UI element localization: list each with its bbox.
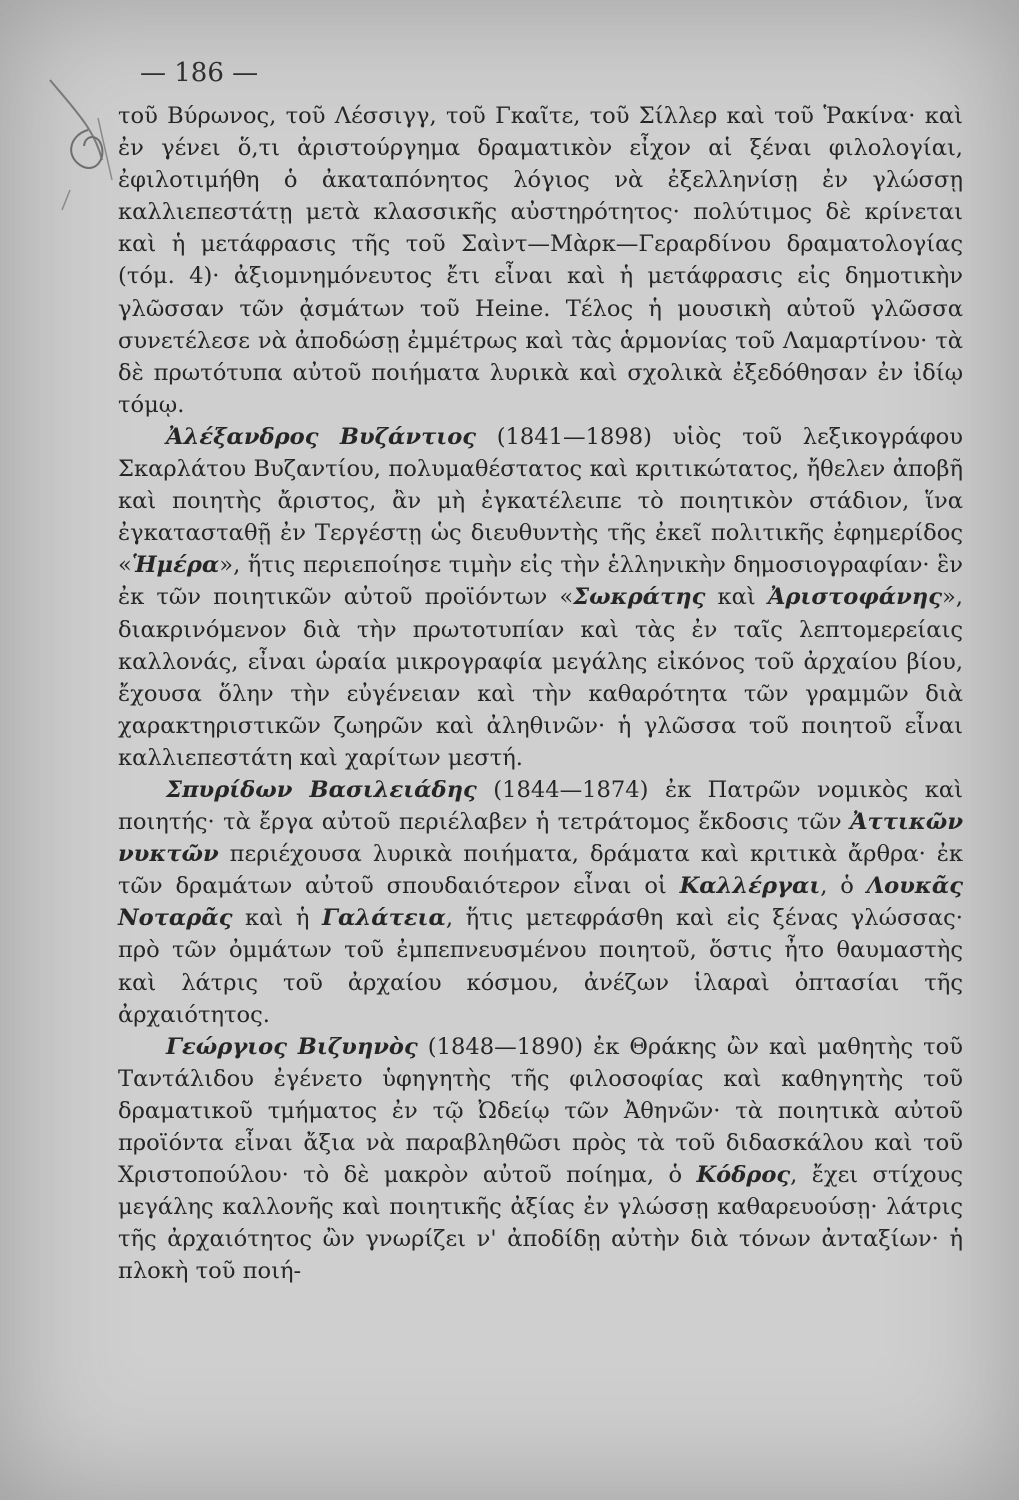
text-run: , ὁ <box>820 873 867 900</box>
emphasized-name: Λουκᾶς Νοταρᾶς <box>118 873 963 932</box>
text-run: περιέχουσα λυρικὰ ποιήματα, δράματα καὶ κριτικὰ ἄρθρα· ἐκ τῶν δραμάτων αὐτοῦ σπουδαιότερον εἶναι οἱ <box>118 841 963 900</box>
text-run: , ἥτις μετεφράσθη καὶ εἰς ξένας γλώσσας· πρὸ τῶν ὀμμάτων τοῦ ἐμπεπνευσμένου ποιητοῦ, ὅστις ἦτο θαυμαστὴς καὶ λάτρις τοῦ ἀρχαίου κόσμου, ἀνέζων ἱλαραὶ ὀπτασίαι τῆς ἀρχαιότητος. <box>118 905 963 1028</box>
paragraph <box>118 774 963 1031</box>
emphasized-name: Σωκράτης <box>573 584 706 611</box>
text-run: (1844—1874) ἐκ Πατρῶν νομικὸς καὶ ποιητής· τὰ ἔργα αὐτοῦ περιέλαβεν ἡ τετράτομος ἔκδοσις τῶν <box>118 776 964 836</box>
emphasized-name: Γεώργιος Βιζυηνὸς <box>166 1033 418 1060</box>
text-run: καὶ ἡ <box>232 905 322 932</box>
page-number: — 186 — <box>140 58 259 88</box>
emphasized-name: Ἀλέξανδρος Βυζάντιος <box>166 423 477 450</box>
text-run: καὶ <box>705 584 768 611</box>
emphasized-name: Ἡμέρα <box>131 552 220 579</box>
paragraph <box>118 100 963 421</box>
emphasized-name: Ἀριστοφάνης <box>767 584 942 611</box>
paragraph <box>118 1031 963 1288</box>
text-run: , ἔχει στίχους μεγάλης καλλονῆς καὶ ποιητικῆς ἀξίας ἐν γλώσσῃ καθαρευούσῃ· λάτρις τῆς ἀρχαιότητος ὢν γνωρίζει ν' ἀποδίδῃ αὐτὴν διὰ τόνων ἀνταξίων· ἡ πλοκὴ τοῦ ποιή- <box>118 1162 964 1285</box>
emphasized-name: Σπυρίδων Βασιλειάδης <box>166 776 477 803</box>
emphasized-name: Γαλάτεια <box>321 905 446 932</box>
paragraph <box>118 421 963 774</box>
emphasized-name: Καλλέργαι <box>679 873 821 900</box>
emphasized-name: Ἀττικῶν νυκτῶν <box>118 809 963 868</box>
text-run: », ἥτις περιεποίησε τιμὴν εἰς τὴν ἑλληνικὴν δημοσιογραφίαν· ἓν ἐκ τῶν ποιητικῶν αὐτοῦ προϊόντων « <box>118 552 963 611</box>
text-run: τοῦ Βύρωνος, τοῦ Λέσσιγγ, τοῦ Γκαῖτε, τοῦ Σίλλερ καὶ τοῦ Ῥακίνα· καὶ ἐν γένει ὅ,τι ἀριστούργημα δραματικὸν εἶχον αἱ ξέναι φιλολογίαι, ἐφιλοτιμήθη ὁ ἀκαταπόνητος λόγιος νὰ ἐξελληνίσῃ ἐν γλώσσῃ καλλιεπεστάτῃ μετὰ κλασσικῆς αὐστηρότητος· πολύτιμος δὲ κρίνεται καὶ ἡ μετάφρασις τῆς τοῦ Σαὶντ—Μὰρκ—Γεραρδίνου δραματολογίας (τόμ. 4)· ἀξιομνημόνευτος ἔτι εἶναι καὶ ἡ μετάφρασις εἰς δημοτικὴν γλῶσσαν τῶν ᾀσμάτων τοῦ Heine. Τέλος ἡ μουσικὴ αὐτοῦ γλῶσσα συνετέλεσε νὰ ἀποδώσῃ ἐμμέτρως καὶ τὰς ἁρμονίας τοῦ Λαμαρτίνου· τὰ δὲ πρωτότυπα αὐτοῦ ποιήματα λυρικὰ καὶ σχολικὰ ἐξεδόθησαν ἐν ἰδίῳ τόμῳ. <box>118 103 963 418</box>
text-run: (1841—1898) υἱὸς τοῦ λεξικογράφου Σκαρλάτου Βυζαντίου, πολυμαθέστατος καὶ κριτικώτατος, ἤθελεν ἀποβῆ καὶ ποιητὴς ἄριστος, ἂν μὴ ἐγκατέλειπε τὸ ποιητικὸν στάδιον, ἵνα ἐγκατασταθῇ ἐν Τεργέστῃ ὡς διευθυντὴς τῆς ἐκεῖ πολιτικῆς ἐφημερίδος « <box>118 423 963 579</box>
emphasized-name: Κόδρος <box>696 1162 791 1189</box>
body-text <box>118 100 963 1287</box>
text-run: (1848—1890) ἐκ Θράκης ὢν καὶ μαθητὴς τοῦ Ταντάλιδου ἐγένετο ὑφηγητὴς τῆς φιλοσοφίας καὶ καθηγητὴς τοῦ δραματικοῦ τμήματος ἐν τῷ Ὠδείῳ τῶν Ἀθηνῶν· τὰ ποιητικὰ αὐτοῦ προϊόντα εἶναι ἄξια νὰ παραβληθῶσι πρὸς τὰ τοῦ διδασκάλου καὶ τοῦ Χριστοπούλου· τὸ δὲ μακρὸν αὐτοῦ ποίημα, ὁ <box>118 1033 963 1189</box>
text-run: », διακρινόμενον διὰ τὴν πρωτοτυπίαν καὶ τὰς ἐν ταῖς λεπτομερείαις καλλονάς, εἶναι ὡραία μικρογραφία μεγάλης εἰκόνος τοῦ ἀρχαίου βίου, ἔχουσα ὅλην τὴν εὐγένειαν καὶ τὴν καθαρότητα τῶν γραμμῶν διὰ χαρακτηριστικῶν ζωηρῶν καὶ ἀληθινῶν· ἡ γλῶσσα τοῦ ποιητοῦ εἶναι καλλιεπεστάτη καὶ χαρίτων μεστή. <box>118 584 963 771</box>
